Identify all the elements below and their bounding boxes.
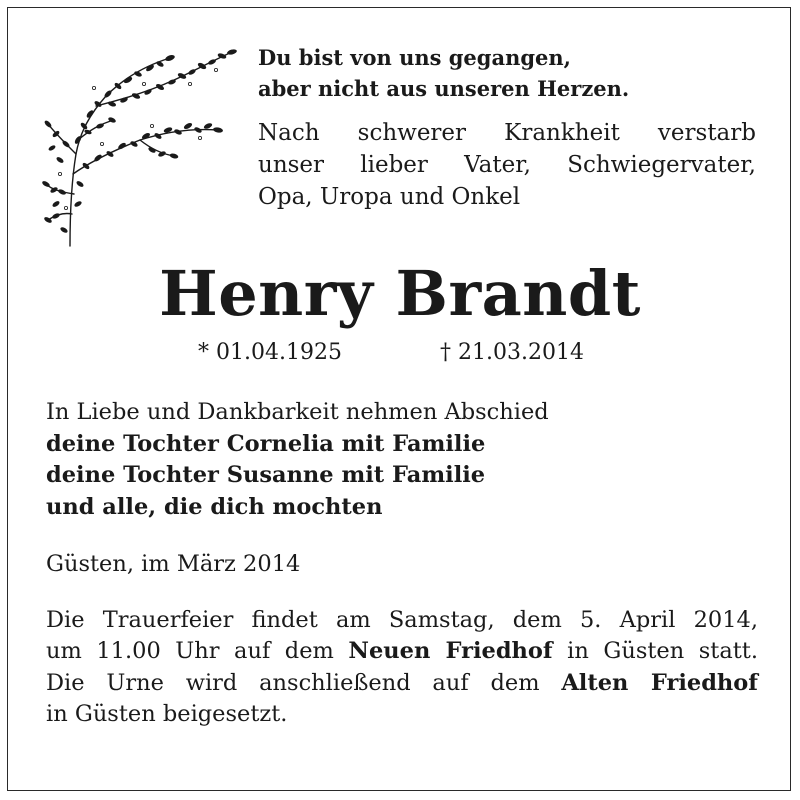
body-block [46, 397, 758, 731]
ceremony-line-3-a: Die Urne wird anschließend auf dem [46, 669, 562, 696]
place-date: Güsten, im März 2014 [46, 551, 301, 577]
ceremony-line-2-a: um 11.00 Uhr auf dem [46, 638, 349, 664]
farewell-line-3: deine Tochter Susanne mit Familie [46, 462, 486, 488]
new-cemetery: Neuen Friedhof [348, 638, 553, 664]
intro-text [258, 117, 756, 213]
header-block [258, 42, 756, 213]
intro-line-2: unser lieber Vater, Schwiegervater, [258, 152, 756, 178]
ceremony-line-4: in Güsten beigesetzt. [46, 701, 288, 727]
birth-date: * 01.04.1925 [198, 340, 342, 365]
ceremony-line-2-c: in Güsten statt. [552, 638, 758, 664]
ceremony-line-1: Die Trauerfeier findet am Samstag, dem 5. April 2014, [46, 606, 758, 633]
farewell-section [46, 397, 758, 523]
motto [258, 42, 756, 104]
flowering-branch-icon [40, 44, 240, 249]
deceased-name: Henry Brandt [159, 257, 641, 330]
farewell-line-4: und alle, die dich mochten [46, 493, 383, 520]
intro-line-3: Opa, Uropa und Onkel [258, 184, 521, 210]
ceremony-line-3 [46, 668, 758, 700]
farewell-line-2: deine Tochter Cornelia mit Familie [46, 430, 486, 457]
death-date: † 21.03.2014 [440, 340, 584, 365]
intro-line-1: Nach schwerer Krankheit verstarb [258, 120, 756, 146]
ceremony-line-2 [46, 636, 758, 668]
motto-line-1: Du bist von uns gegangen, [258, 45, 571, 70]
ceremony-section [46, 605, 758, 731]
farewell-line-1: In Liebe und Dankbarkeit nehmen Abschied [46, 399, 549, 425]
old-cemetery: Alten Friedhof [561, 669, 758, 696]
motto-line-2: aber nicht aus unseren Herzen. [258, 76, 630, 101]
